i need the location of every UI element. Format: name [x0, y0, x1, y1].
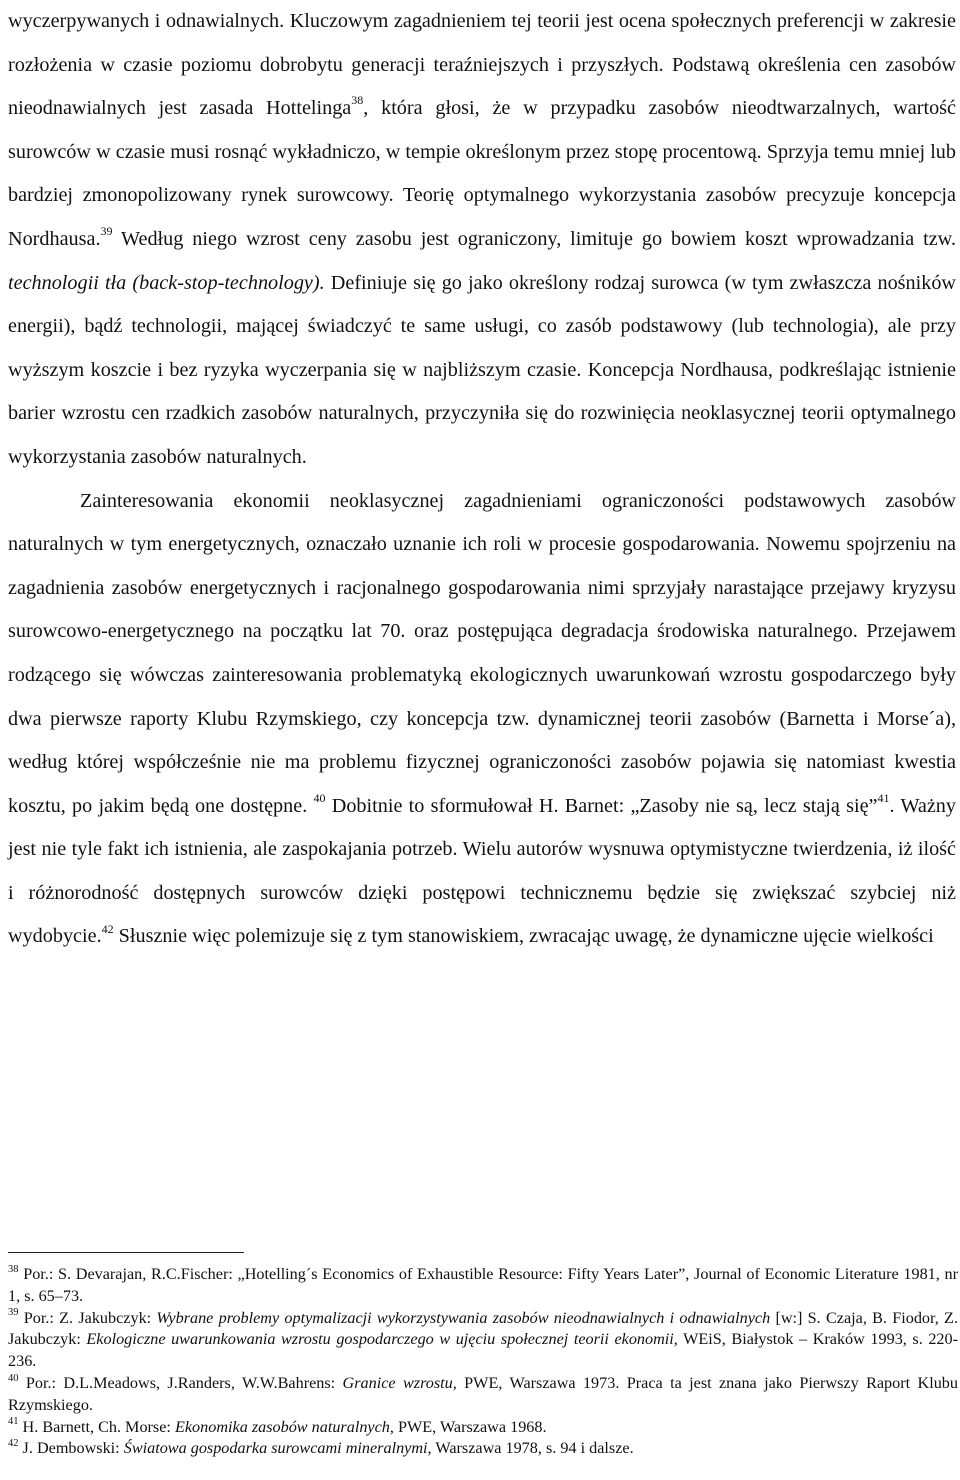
paragraph	[8, 480, 956, 960]
text-run: , która głosi, że w przypadku zasobów nieodtwarzalnych, wartość surowców w czasie musi rosnąć wykładniczo, w tempie określonym przez stopę procentową. Sprzyja temu mniej lub bardziej zmonopolizowany rynek surowcowy. Teorię optymalnego wykorzystania zasobów precyzuje koncepcja Nordhausa.	[8, 97, 956, 250]
footnote-number: 40	[8, 1372, 19, 1384]
footnote	[8, 1373, 958, 1417]
paragraph	[8, 0, 956, 480]
footnote	[8, 1438, 958, 1460]
footnote-number: 39	[8, 1307, 19, 1319]
italic-text: technologii tła (back-stop-technology).	[8, 271, 325, 294]
document-page	[8, 0, 956, 959]
text-run: wyczerpywanych i odnawialnych. Kluczowym zagadnieniem tej teorii jest ocena społecznych preferencji w zakresie rozłożenia w czasie poziomu dobrobytu generacji teraźniejszych i przyszłych. Podstawą określenia cen zasobów nieodnawialnych jest zasada Hottelinga	[8, 10, 956, 120]
footnote-separator	[8, 1252, 244, 1253]
text-run: Słusznie więc polemizuje się z tym stanowiskiem, zwracając uwagę, że dynamiczne ujęcie wielkości	[113, 925, 934, 948]
footnote-reference: 42	[101, 921, 114, 936]
footnote-number: 38	[8, 1263, 19, 1275]
footnote-reference: 39	[100, 224, 113, 239]
italic-text: Światowa gospodarka surowcami mineralnymi	[123, 1439, 428, 1458]
footnote-number: 41	[8, 1416, 19, 1428]
italic-text: Ekologiczne uwarunkowania wzrostu gospodarczego w ujęciu społecznej teorii ekonomii,	[86, 1330, 678, 1349]
text-run: Zainteresowania ekonomii neoklasycznej zagadnieniami ograniczoności podstawowych zasobów naturalnych w tym energetycznych, oznaczało uznanie ich roli w procesie gospodarowania. Nowemu spojrzeniu na zagadnienia zasobów energetycznych i racjonalnego gospodarowania nimi sprzyjały narastające przejawy kryzysu surowcowo-energetycznego na początku lat 70. oraz postępująca degradacja środowiska naturalnego. Przejawem rodzącego się wówczas zainteresowania problematyką ekologicznych uwarunkowań wzrostu gospodarczego były dwa pierwsze raporty Klubu Rzymskiego, czy koncepcja tzw. dynamicznej teorii zasobów (Barnetta i Morse´a), według której współcześnie nie ma problemu fizycznej ograniczoności zasobów pojawia się natomiast kwestia kosztu, po jakim będą one dostępne.	[8, 489, 956, 817]
text-run: , PWE, Warszawa 1968.	[389, 1417, 547, 1436]
footnote	[8, 1417, 958, 1439]
footnote	[8, 1264, 958, 1308]
text-run: Definiuje się go jako określony rodzaj surowca (w tym zwłaszcza nośników energii), bądź technologii, mającej świadczyć te same usługi, co zasób podstawowy (lub technologia), ale przy wyższym koszcie i bez ryzyka wyczerpania się w najbliższym czasie. Koncepcja Nordhausa, podkreślając istnienie barier wzrostu cen rzadkich zasobów naturalnych, przyczyniła się do rozwinięcia neoklasycznej teorii optymalnego wykorzystania zasobów naturalnych.	[8, 271, 956, 468]
italic-text: Ekonomika zasobów naturalnych	[174, 1417, 390, 1436]
text-run: Por.: D.L.Meadows, J.Randers, W.W.Bahrens:	[18, 1373, 343, 1392]
footnote	[8, 1308, 958, 1373]
footnotes	[8, 1264, 958, 1460]
text-run: J. Dembowski:	[18, 1439, 124, 1458]
text-run: . Ważny jest nie tyle fakt ich istnienia, ale zaspokajania potrzeb. Wielu autorów wysnuwa optymistyczne twierdzenia, iż ilość i różnorodność dostępnych surowców dzięki postępowi technicznemu będzie się zwiększać szybciej niż wydobycie.	[8, 794, 956, 948]
text-run: Por.: Z. Jakubczyk:	[18, 1308, 157, 1327]
text-run: Według niego wzrost ceny zasobu jest ograniczony, limituje go bowiem koszt wprowadzania tzw.	[112, 227, 956, 250]
footnote-number: 42	[8, 1437, 19, 1449]
footnote-reference: 40	[313, 790, 326, 805]
body-text	[8, 0, 956, 959]
footnote-reference: 38	[351, 93, 364, 108]
footnote-reference: 41	[877, 790, 890, 805]
italic-text: Granice wzrostu,	[342, 1373, 457, 1392]
text-run: [w:] S. Czaja, B. Fiodor, Z. Jakubczyk:	[8, 1308, 958, 1349]
italic-text: Wybrane problemy optymalizacji wykorzystywania zasobów nieodnawialnych i odnawialnych	[156, 1308, 771, 1327]
text-run: PWE, Warszawa 1973. Praca ta jest znana jako Pierwszy Raport Klubu Rzymskiego.	[8, 1373, 958, 1414]
text-run: H. Barnett, Ch. Morse:	[18, 1417, 175, 1436]
text-run: WEiS, Białystok – Kraków 1993, s. 220-236.	[8, 1330, 958, 1371]
text-run: Por.: S. Devarajan, R.C.Fischer: „Hotelling´s Economics of Exhaustible Resource: Fifty Years Later”, Journal of Economic Literature 1981, nr 1, s. 65–73.	[8, 1265, 958, 1305]
text-run: Dobitnie to sformułował H. Barnet: „Zasoby nie są, lecz stają się”	[325, 794, 878, 817]
text-run: , Warszawa 1978, s. 94 i dalsze.	[427, 1439, 634, 1458]
